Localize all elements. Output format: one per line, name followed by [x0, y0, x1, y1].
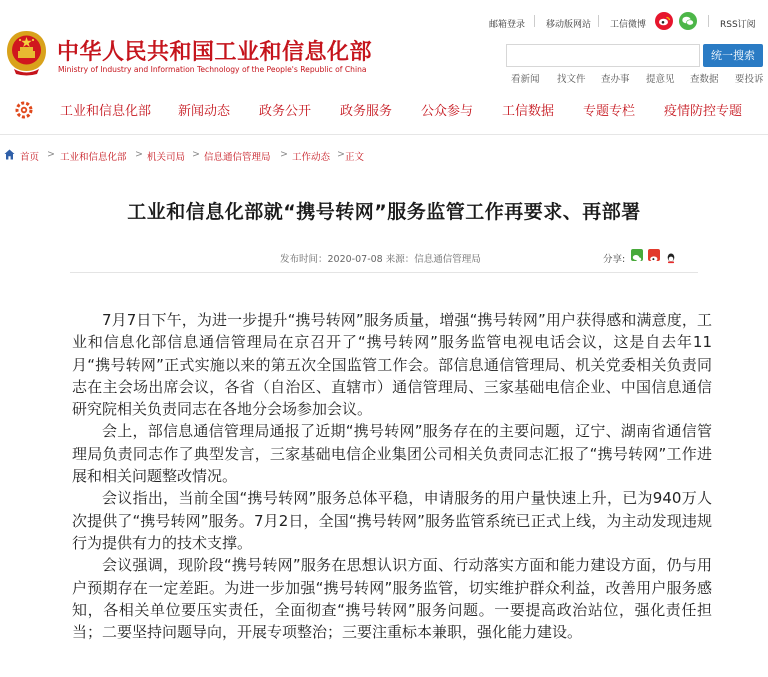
quick-link-complaint[interactable]: 要投诉 [735, 74, 764, 85]
divider [598, 15, 599, 27]
wechat-share-icon[interactable] [631, 249, 643, 261]
quick-link-services[interactable]: 查办事 [601, 74, 630, 85]
main-nav [0, 93, 768, 125]
miit-logo-icon [13, 99, 35, 121]
qq-share-icon[interactable] [665, 249, 677, 261]
nav-government-services[interactable]: 政务服务 [340, 104, 393, 119]
rss-link[interactable]: RSS订阅 [720, 20, 756, 30]
wechat-icon[interactable] [679, 12, 697, 30]
breadcrumb-ict-bureau[interactable]: 信息通信管理局 [204, 152, 271, 163]
share-label: 分享: [603, 254, 626, 265]
national-emblem-icon [5, 29, 48, 77]
utility-bar [486, 10, 768, 36]
quick-link-feedback[interactable]: 提意见 [646, 74, 675, 85]
weibo-icon[interactable] [655, 12, 673, 30]
nav-news[interactable]: 新闻动态 [178, 104, 231, 119]
breadcrumb-departments[interactable]: 机关司局 [147, 152, 186, 163]
breadcrumb-current: 正文 [345, 152, 365, 163]
article-body [72, 309, 712, 643]
quick-link-documents[interactable]: 找文件 [557, 74, 586, 85]
breadcrumb-work-updates[interactable]: 工作动态 [292, 152, 331, 163]
article-paragraph: 会议指出，当前全国“携号转网”服务总体平稳，申请服务的用户量快速上升，已为940万人次提供了“携号转网”服务。7月2日，全国“携号转网”服务监管系统已正式上线，为主动发现违规行为提供有力的技术支撑。 [72, 489, 712, 552]
nav-miit[interactable]: 工业和信息化部 [60, 104, 152, 119]
quick-link-data[interactable]: 查数据 [690, 74, 719, 85]
unified-search-button[interactable]: 统一搜索 [703, 44, 763, 67]
nav-public-participation[interactable]: 公众参与 [421, 104, 474, 119]
quick-links [511, 71, 768, 85]
article-paragraph: 7月7日下午，为进一步提升“携号转网”服务质量，增强“携号转网”用户获得感和满意度，工业和信息化部信息通信管理局在京召开了“携号转网”服务监管电视电话会议，这是自去年11月“携号转网”正式实施以来的第五次全国监管工作会。部信息通信管理局、机关党委相关负责同志在主会场出席会议，各省（自治区、直辖市）通信管理局、三家基础电信企业、中国信息通信研究院相关负责同志在各地分会场参加会议。 [72, 311, 712, 419]
breadcrumb-separator: > [135, 149, 143, 160]
breadcrumb-miit[interactable]: 工业和信息化部 [60, 152, 127, 163]
site-subtitle: Ministry of Industry and Information Technology of the People's Republic of China [58, 65, 367, 74]
divider [534, 15, 535, 27]
breadcrumb-separator: > [192, 149, 200, 160]
site-title[interactable]: 中华人民共和国工业和信息化部 [57, 40, 373, 65]
article-meta: 发布时间：2020-07-08 来源：信息通信管理局 [280, 254, 481, 265]
article-paragraph: 会议强调，现阶段“携号转网”服务在思想认识方面、行动落实方面和能力建设方面，仍与用户预期存在一定差距。为进一步加强“携号转网”服务监管，切实维护群众利益，改善用户服务感知，各相关单位要压实责任，全面彻查“携号转网”服务问题。一要提高政治站位，强化责任担当；二要坚持问题导向，开展专项整治；三要注重标本兼职，强化能力建设。 [72, 556, 712, 642]
nav-special-topics[interactable]: 专题专栏 [583, 104, 636, 119]
mail-login-link[interactable]: 邮箱登录 [489, 20, 526, 30]
nav-epidemic[interactable]: 疫情防控专题 [664, 104, 743, 119]
breadcrumb-separator: > [47, 149, 55, 160]
article-paragraph: 会上，部信息通信管理局通报了近期“携号转网”服务存在的主要问题，辽宁、湖南省通信管理局负责同志作了典型发言，三家基础电信企业集团公司相关负责同志汇报了“携号转网”工作进展和相关问题整改情况。 [72, 422, 712, 486]
nav-data[interactable]: 工信数据 [502, 104, 555, 119]
divider [708, 15, 709, 27]
divider [70, 272, 698, 273]
home-icon [4, 149, 15, 160]
mobile-site-link[interactable]: 移动版网站 [546, 20, 592, 30]
nav-government-affairs[interactable]: 政务公开 [259, 104, 312, 119]
quick-link-news[interactable]: 看新闻 [511, 74, 540, 85]
weibo-share-icon[interactable] [648, 249, 660, 261]
article-title: 工业和信息化部就“携号转网”服务监管工作再要求、再部署 [127, 201, 641, 223]
breadcrumb-separator: > [280, 149, 288, 160]
search-input[interactable] [506, 44, 700, 67]
breadcrumb-separator: > [337, 149, 345, 160]
weibo-link[interactable]: 工信微博 [610, 20, 647, 30]
breadcrumb-home[interactable]: 首页 [20, 152, 40, 163]
divider [0, 134, 768, 135]
